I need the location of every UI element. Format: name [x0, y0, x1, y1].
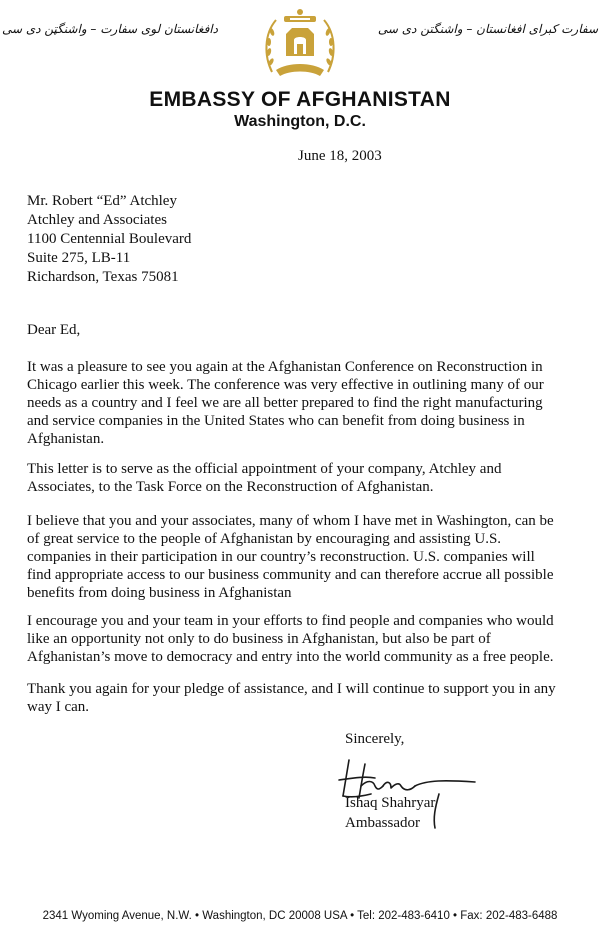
- embassy-city: Washington, D.C.: [234, 113, 366, 130]
- paragraph-line: I encourage you and your team in your efforts to find people and companies who would: [27, 613, 554, 629]
- body-paragraph: [27, 460, 583, 496]
- paragraph-line: of great service to the people of Afghanistan by encouraging and assisting U.S.: [27, 531, 502, 547]
- afghan-national-emblem-icon: [262, 6, 338, 82]
- recipient-line: Richardson, Texas 75081: [27, 269, 179, 285]
- footer-contact-line: 2341 Wyoming Avenue, N.W. • Washington, DC 20008 USA • Tel: 202-483-6410 • Fax: 202-483-6488: [42, 910, 558, 922]
- body-paragraph: [27, 358, 583, 448]
- recipient-line: Suite 275, LB-11: [27, 250, 131, 266]
- paragraph-line: needs as a country and I feel we are all better prepared to find the right manufacturing: [27, 395, 543, 411]
- paragraph-line: I believe that you and your associates, many of whom I have met in Washington, can be: [27, 513, 554, 529]
- letter-date: June 18, 2003: [298, 148, 382, 164]
- body-paragraph: [27, 612, 583, 666]
- paragraph-line: Afghanistan’s move to democracy and entry into the world community as a free people.: [27, 649, 554, 665]
- paragraph-line: way I can.: [27, 699, 90, 715]
- embassy-title: EMBASSY OF AFGHANISTAN: [149, 88, 451, 111]
- paragraph-line: Afghanistan.: [27, 431, 105, 447]
- paragraph-line: This letter is to serve as the official appointment of your company, Atchley and: [27, 461, 502, 477]
- paragraph-line: find appropriate access to our business community and can therefore accrue all possible: [27, 567, 554, 583]
- paragraph-line: benefits from doing business in Afghanistan: [27, 585, 292, 601]
- letterhead-script-left: دافغانستان لوی سفارت – واشنگټن دی سی: [2, 22, 218, 36]
- paragraph-line: companies in their participation in our country’s reconstruction. U.S. companies will: [27, 549, 535, 565]
- signer-name: Ishaq Shahryar: [345, 795, 436, 811]
- body-paragraph: [27, 680, 583, 716]
- body-paragraph: [27, 512, 583, 602]
- recipient-line: Atchley and Associates: [27, 212, 167, 228]
- paragraph-line: Associates, to the Task Force on the Reconstruction of Afghanistan.: [27, 479, 434, 495]
- signer-title: Ambassador: [345, 815, 420, 831]
- paragraph-line: like an opportunity not only to do business in Afghanistan, but also be part of: [27, 631, 491, 647]
- letterhead-script-right: سفارت کبرای افغانستان – واشنگتن دی سی: [377, 22, 598, 36]
- paragraph-line: Thank you again for your pledge of assistance, and I will continue to support you in any: [27, 681, 556, 697]
- paragraph-line: and service companies in the United States who can benefit from doing business in: [27, 413, 525, 429]
- paragraph-line: It was a pleasure to see you again at the Afghanistan Conference on Reconstruction in: [27, 359, 543, 375]
- closing: Sincerely,: [345, 731, 405, 747]
- recipient-line: 1100 Centennial Boulevard: [27, 231, 192, 247]
- recipient-line: Mr. Robert “Ed” Atchley: [27, 193, 177, 209]
- salutation: Dear Ed,: [27, 322, 81, 338]
- paragraph-line: Chicago earlier this week. The conference was very effective in outlining many of our: [27, 377, 544, 393]
